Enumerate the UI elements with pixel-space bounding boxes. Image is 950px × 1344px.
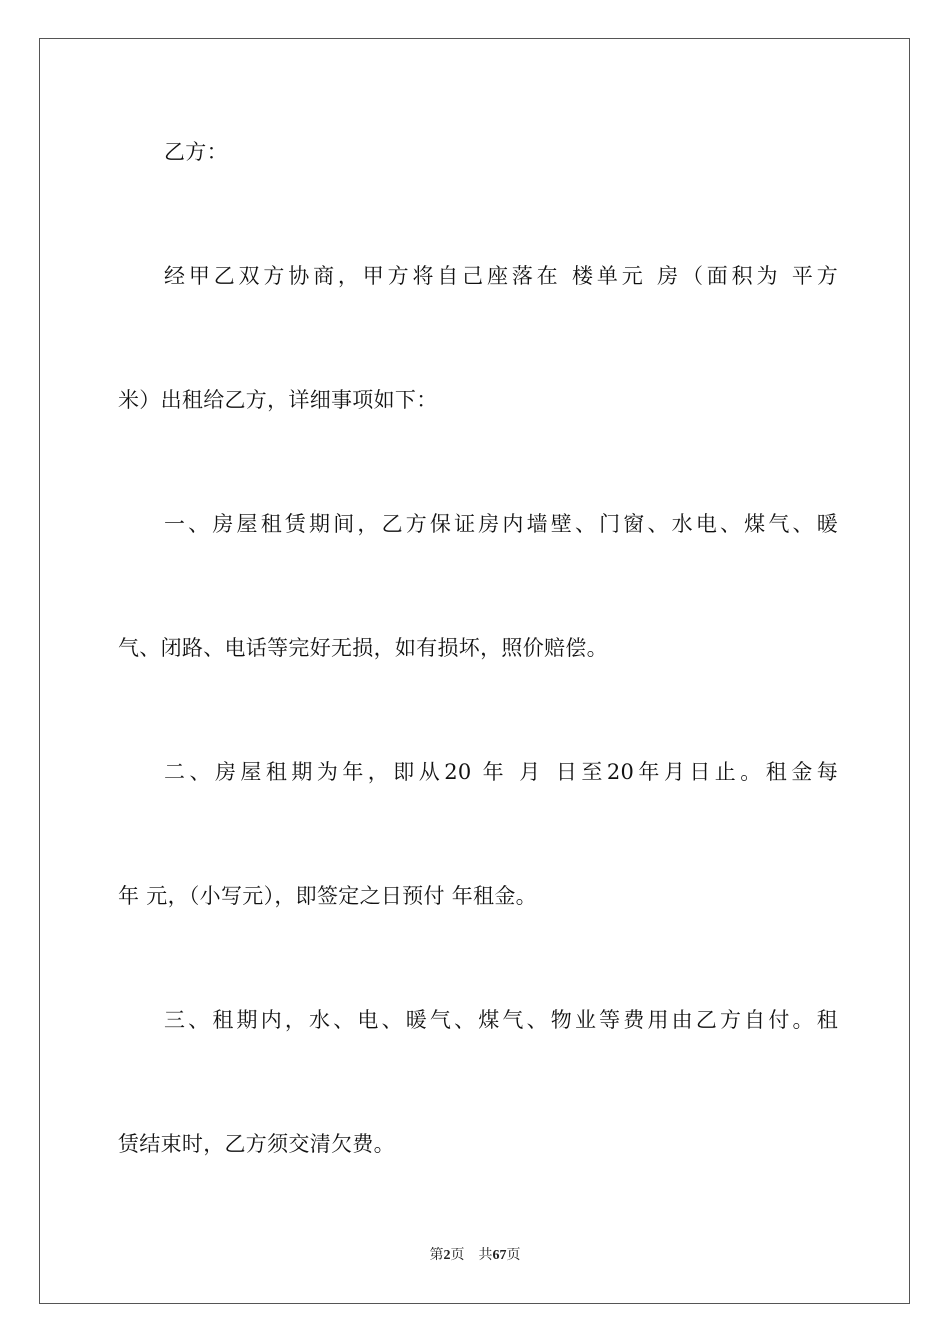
page-footer bbox=[0, 1247, 950, 1265]
paragraph-line: 气、闭路、电话等完好无损，如有损坏，照价赔偿。 bbox=[118, 636, 608, 660]
paragraph-line: 经甲乙双方协商，甲方将自己座落在 楼单元 房（面积为 平方 bbox=[164, 264, 838, 288]
paragraph-line: 年 元，（小写元），即签定之日预付 年租金。 bbox=[118, 884, 537, 908]
page-border bbox=[39, 38, 910, 1304]
total-suffix: 页 bbox=[506, 1248, 521, 1263]
total-prefix: 共 bbox=[478, 1248, 493, 1263]
total-pages: 67 bbox=[492, 1248, 507, 1263]
paragraph-line: 三、租期内，水、电、暖气、煤气、物业等费用由乙方自付。租 bbox=[164, 1008, 838, 1032]
page-prefix: 第 bbox=[429, 1248, 444, 1263]
paragraph-line: 米）出租给乙方，详细事项如下： bbox=[118, 388, 438, 412]
page-suffix: 页 bbox=[450, 1248, 465, 1263]
paragraph-line: 二、房屋租期为年，即从20 年 月 日至20年月日止。租金每 bbox=[164, 760, 838, 784]
paragraph-line: 乙方： bbox=[164, 140, 228, 164]
paragraph-line: 一、房屋租赁期间，乙方保证房内墙壁、门窗、水电、煤气、暖 bbox=[164, 512, 838, 536]
page-number: 2 bbox=[443, 1248, 451, 1263]
paragraph-line: 赁结束时，乙方须交清欠费。 bbox=[118, 1132, 395, 1156]
